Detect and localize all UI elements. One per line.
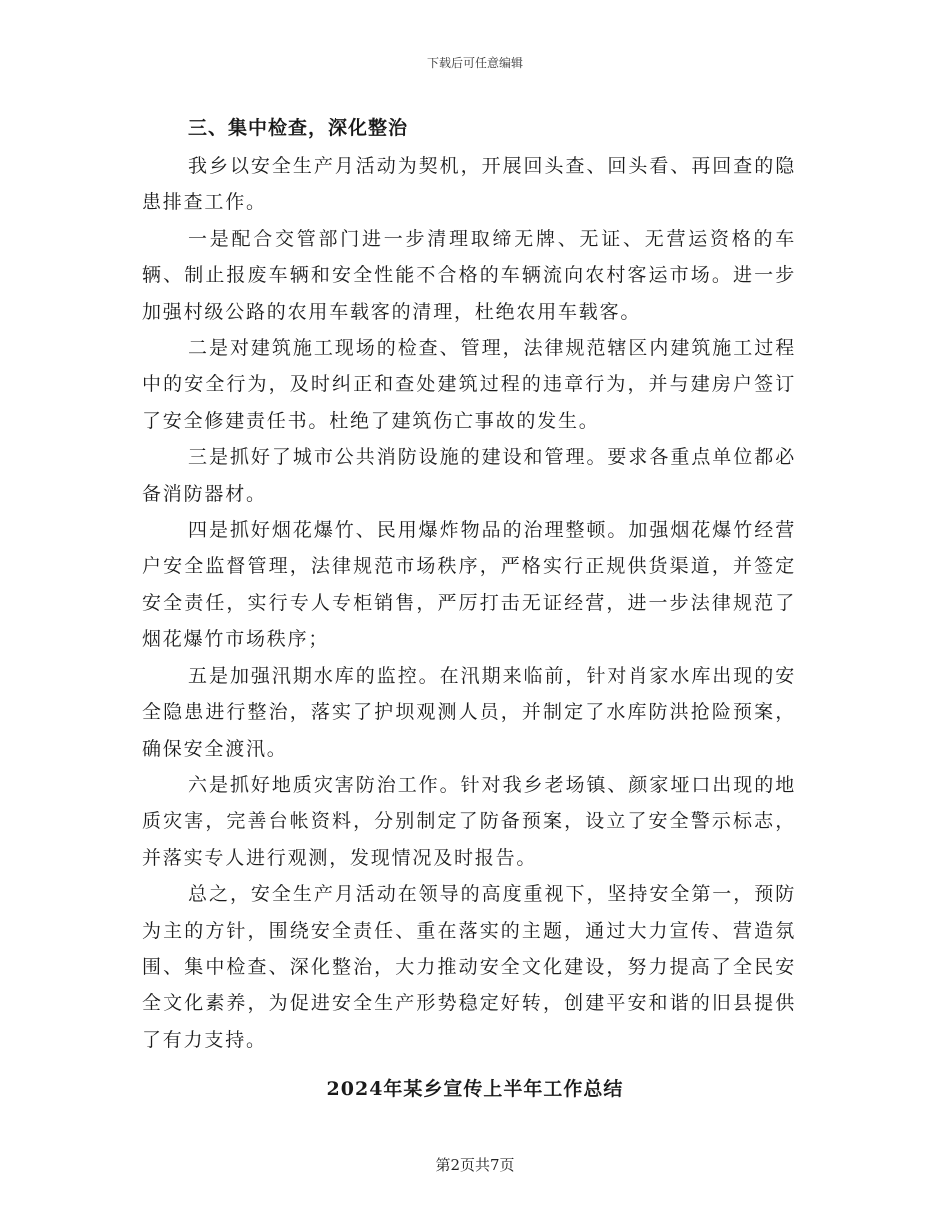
paragraph-intro: 我乡以安全生产月活动为契机，开展回头查、回头看、再回查的隐患排查工作。	[142, 155, 796, 214]
page-header-note: 下载后可任意编辑	[426, 56, 523, 70]
next-document-title: 2024年某乡宣传上半年工作总结	[326, 1078, 624, 1100]
page-number-footer: 第2页共7页	[435, 1156, 515, 1174]
paragraph-item-5: 五是加强汛期水库的监控。在汛期来临前，针对肖家水库出现的安全隐患进行整治，落实了护坝观测人员，并制定了水库防洪抢险预案，确保安全渡汛。	[142, 664, 796, 760]
paragraph-item-4: 四是抓好烟花爆竹、民用爆炸物品的治理整顿。加强烟花爆竹经营户安全监督管理，法律规范市场秩序，严格实行正规供货渠道，并签定安全责任，实行专人专柜销售，严厉打击无证经营，进一步法律规范了烟花爆竹市场秩序；	[142, 519, 796, 651]
paragraph-summary: 总之，安全生产月活动在领导的高度重视下，坚持安全第一，预防为主的方针，围绕安全责任、重在落实的主题，通过大力宣传、营造氛围、集中检查、深化整治，大力推动安全文化建设，努力提高了全民安全文化素养，为促进安全生产形势稳定好转，创建平安和谐的旧县提供了有力支持。	[142, 883, 796, 1051]
paragraph-item-2: 二是对建筑施工现场的检查、管理，法律规范辖区内建筑施工过程中的安全行为，及时纠正和查处建筑过程的违章行为，并与建房户签订了安全修建责任书。杜绝了建筑伤亡事故的发生。	[142, 337, 796, 432]
paragraph-item-1: 一是配合交管部门进一步清理取缔无牌、无证、无营运资格的车辆、制止报废车辆和安全性能不合格的车辆流向农村客运市场。进一步加强村级公路的农用车载客的清理，杜绝农用车载客。	[142, 227, 796, 323]
document-body	[142, 110, 796, 1058]
paragraph-item-6: 六是抓好地质灾害防治工作。针对我乡老场镇、颜家垭口出现的地质灾害，完善台帐资料，分别制定了防备预案，设立了安全警示标志，并落实专人进行观测，发现情况及时报告。	[142, 773, 796, 869]
paragraph-item-3: 三是抓好了城市公共消防设施的建设和管理。要求各重点单位都必备消防器材。	[142, 446, 796, 505]
section-heading: 三、集中检查，深化整治	[188, 117, 409, 139]
